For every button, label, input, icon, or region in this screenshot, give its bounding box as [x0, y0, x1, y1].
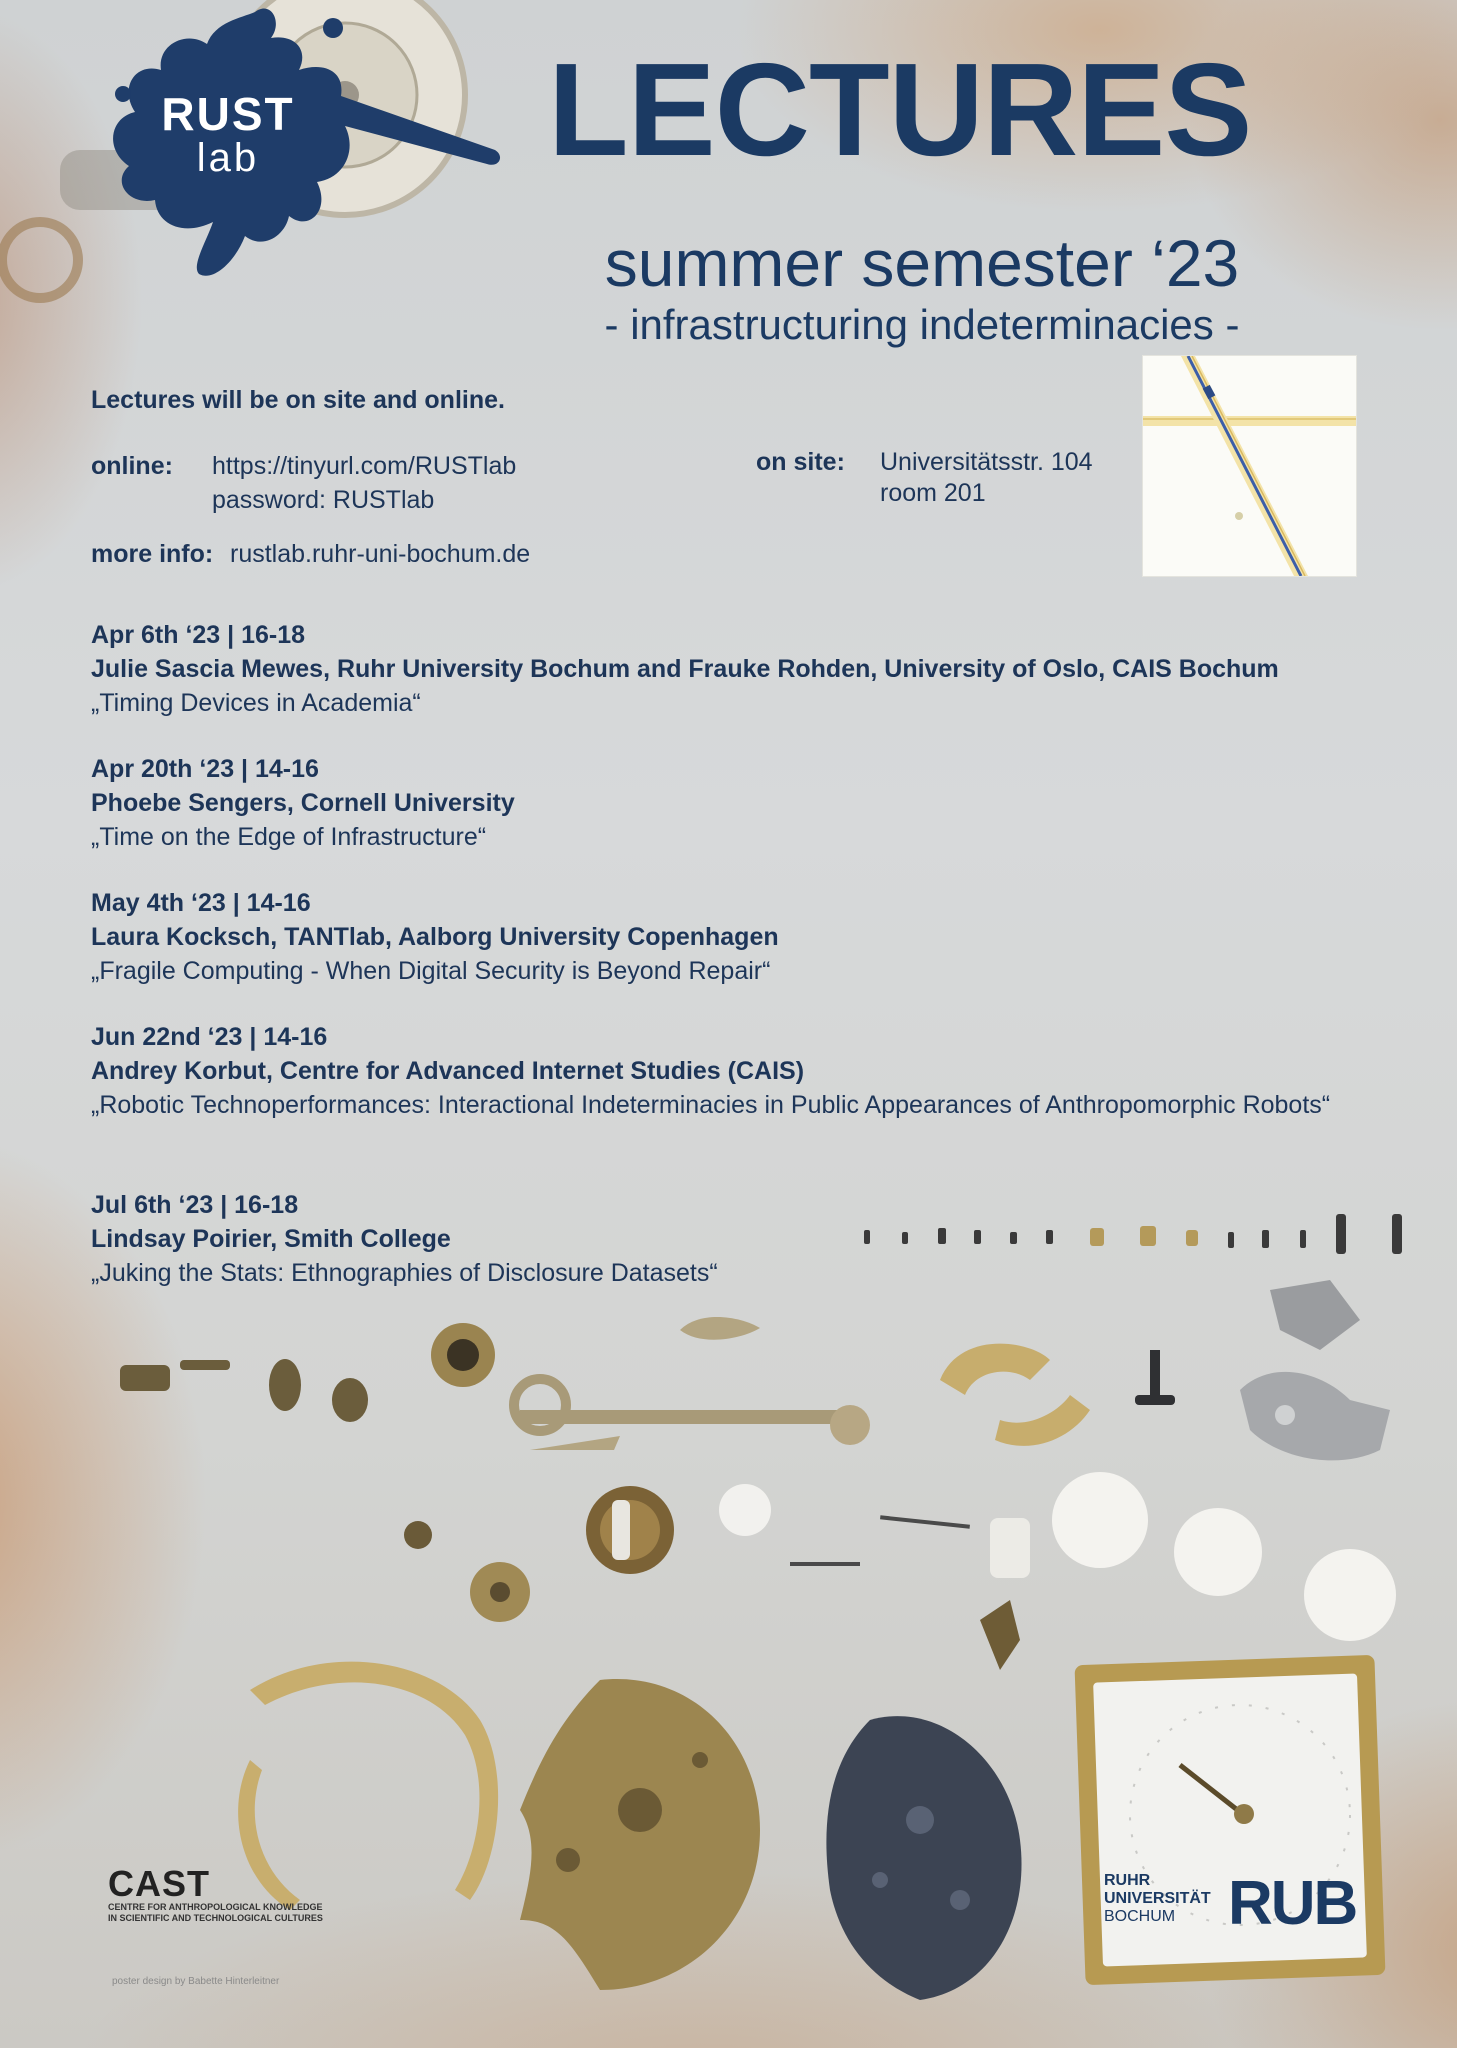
- cast-name: CAST: [108, 1863, 210, 1904]
- lecture-speaker: Laura Kocksch, TANTlab, Aalborg University Copenhagen: [91, 923, 779, 951]
- lecture-entry: [91, 752, 1391, 854]
- cast-line-2: IN SCIENTIFIC AND TECHNOLOGICAL CULTURES: [108, 1913, 323, 1923]
- location-map: [1143, 356, 1356, 576]
- page-tagline: - infrastructuring indeterminacies -: [604, 301, 1240, 348]
- lecture-title: „Fragile Computing - When Digital Security is Beyond Repair“: [91, 957, 771, 985]
- onsite-address: Universitätsstr. 104: [880, 448, 1093, 476]
- rub-line-3: BOCHUM: [1104, 1908, 1176, 1925]
- page-subtitle: summer semester ‘23: [604, 226, 1240, 300]
- lecture-entry: [91, 1020, 1361, 1122]
- lecture-title: „Juking the Stats: Ethnographies of Disclosure Datasets“: [91, 1259, 718, 1287]
- onsite-room: room 201: [880, 479, 986, 507]
- lecture-entry: [91, 618, 1391, 720]
- logo-line-1: RUST: [161, 88, 295, 140]
- lecture-date: Apr 20th ‘23 | 14-16: [91, 755, 319, 783]
- lecture-entry: [91, 886, 1391, 988]
- lecture-date: Jun 22nd ‘23 | 14-16: [91, 1023, 328, 1051]
- rub-wordmark: [1104, 1872, 1211, 1926]
- logo-line-2: lab: [196, 136, 260, 180]
- lecture-date: May 4th ‘23 | 14-16: [91, 889, 311, 917]
- online-link[interactable]: https://tinyurl.com/RUSTlab: [212, 452, 517, 480]
- lecture-speaker: Andrey Korbut, Centre for Advanced Internet Studies (CAIS): [91, 1057, 805, 1085]
- onsite-label: on site:: [756, 448, 845, 476]
- rub-logo: RUB: [1228, 1869, 1357, 1938]
- rub-line-1: RUHR: [1104, 1872, 1151, 1889]
- lecture-title: „Robotic Technoperformances: Interactional Indeterminacies in Public Appearances of Anthropomorphic Robots“: [91, 1091, 1331, 1119]
- lecture-title: „Timing Devices in Academia“: [91, 689, 421, 717]
- more-info-link[interactable]: rustlab.ruhr-uni-bochum.de: [230, 540, 531, 568]
- lecture-date: Apr 6th ‘23 | 16-18: [91, 621, 306, 649]
- cast-line-1: CENTRE FOR ANTHROPOLOGICAL KNOWLEDGE: [108, 1902, 323, 1912]
- lecture-date: Jul 6th ‘23 | 16-18: [91, 1191, 299, 1219]
- rub-line-2: UNIVERSITÄT: [1104, 1890, 1211, 1907]
- cast-logo: [108, 1863, 368, 1924]
- design-credit: poster design by Babette Hinterleitner: [112, 1976, 280, 1987]
- lecture-speaker: Julie Sascia Mewes, Ruhr University Bochum and Frauke Rohden, University of Oslo, CAIS Bochum: [91, 655, 1279, 683]
- logo-wordmark: [148, 90, 308, 178]
- page-title: LECTURES: [548, 36, 1252, 183]
- online-label: online:: [91, 452, 173, 480]
- intro-text: Lectures will be on site and online.: [91, 386, 505, 414]
- more-info-label: more info:: [91, 540, 214, 568]
- online-password: password: RUSTlab: [212, 486, 435, 514]
- lecture-speaker: Phoebe Sengers, Cornell University: [91, 789, 515, 817]
- lecture-title: „Time on the Edge of Infrastructure“: [91, 823, 487, 851]
- lecture-speaker: Lindsay Poirier, Smith College: [91, 1225, 451, 1253]
